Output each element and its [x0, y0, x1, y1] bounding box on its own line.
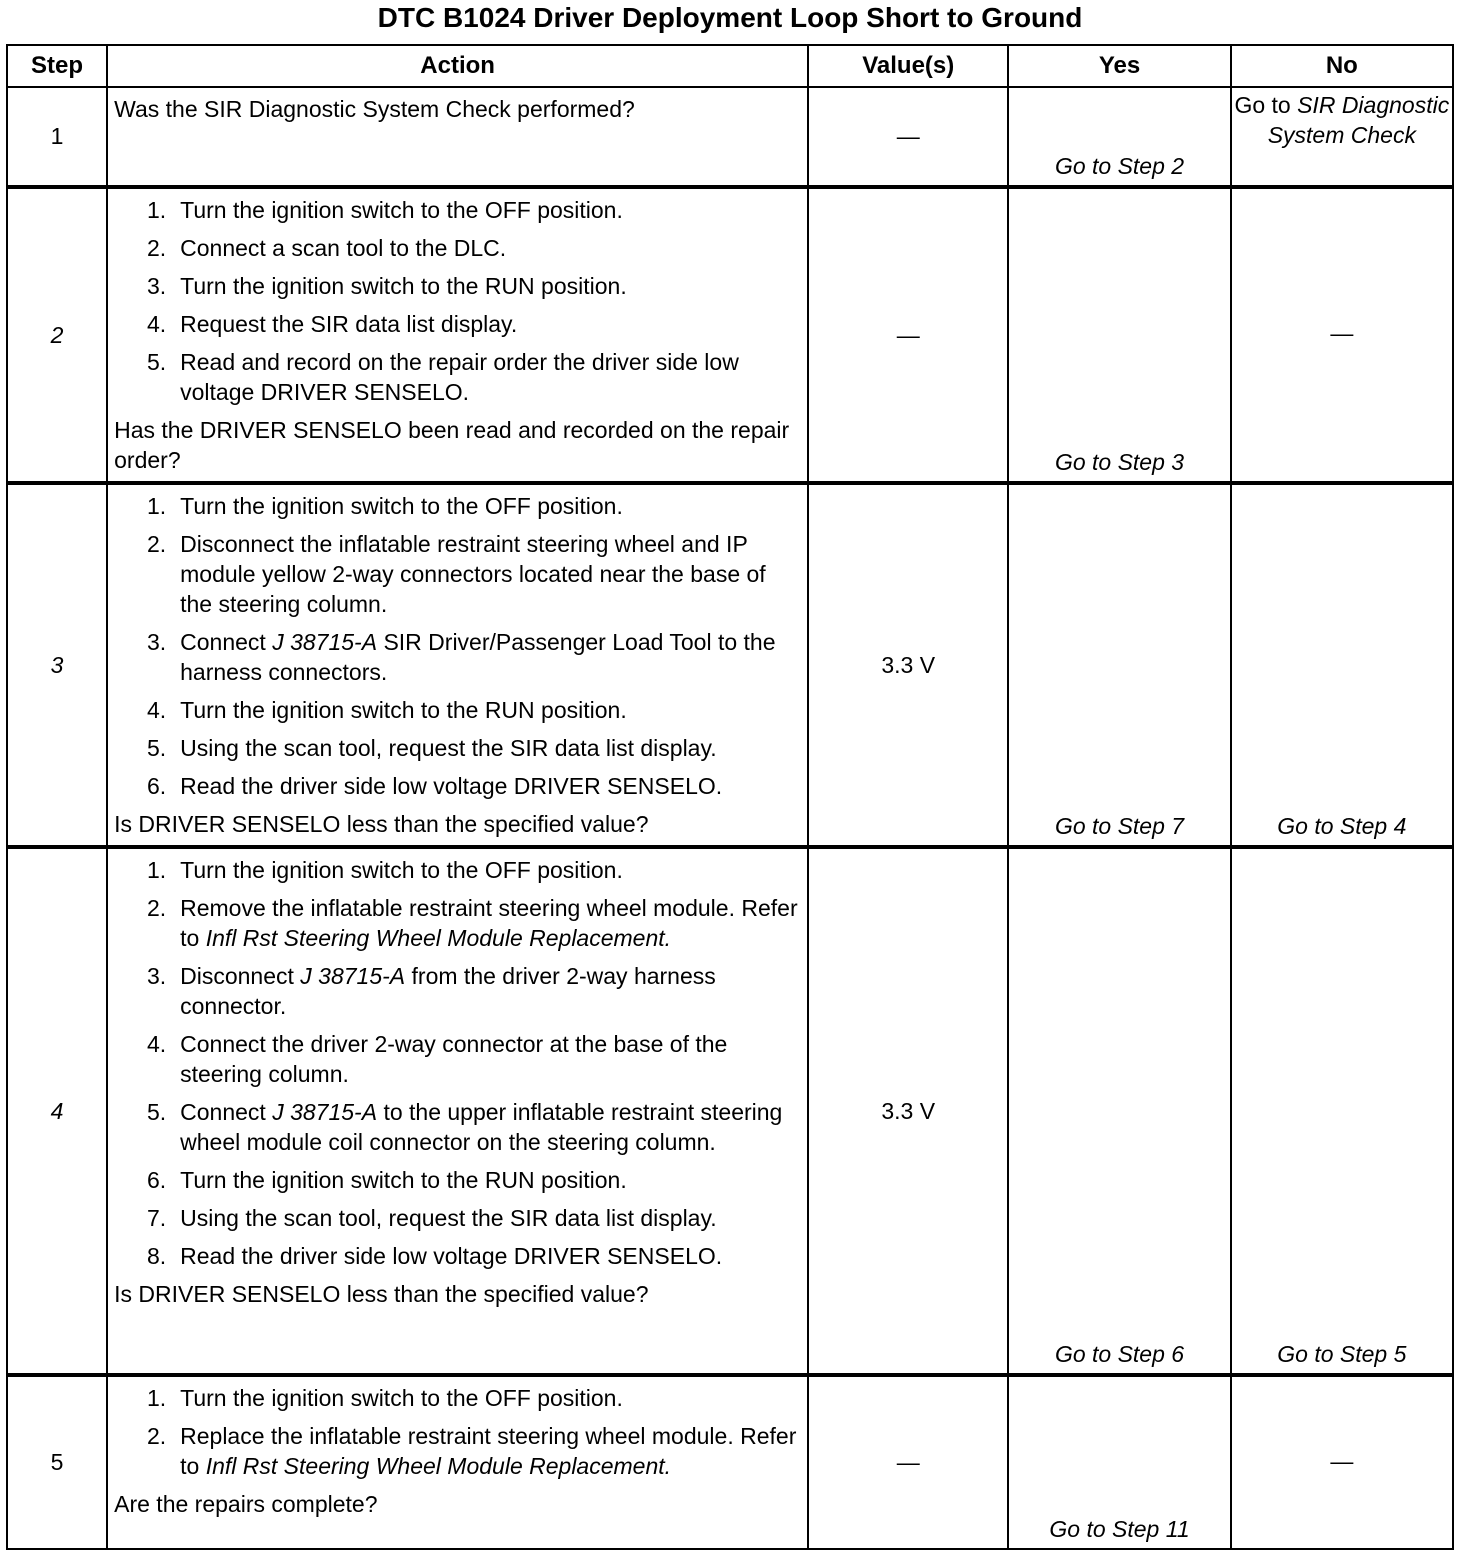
action-list	[114, 855, 801, 1271]
step-question: Has the DRIVER SENSELO been read and recorded on the repair order?	[114, 417, 790, 473]
yes-cell	[1008, 87, 1230, 187]
table-row	[7, 1375, 1453, 1549]
step-question: Is DRIVER SENSELO less than the specified value?	[114, 1281, 649, 1307]
yes-cell	[1008, 847, 1230, 1375]
value-cell: —	[808, 187, 1008, 483]
yes-cell	[1008, 483, 1230, 847]
action-item: 6. Turn the ignition switch to the RUN position.	[146, 1167, 627, 1193]
action-cell	[107, 187, 808, 483]
step-number: 5	[7, 1375, 107, 1549]
action-item: 1. Turn the ignition switch to the OFF position.	[146, 197, 623, 223]
action-item: 6. Read the driver side low voltage DRIVER SENSELO.	[146, 773, 723, 799]
action-item: 1. Turn the ignition switch to the OFF position.	[146, 1385, 623, 1411]
value-cell: —	[808, 87, 1008, 187]
no-link[interactable]: SIR Diagnostic System Check	[1267, 92, 1450, 148]
no-link[interactable]: Go to Step 4	[1277, 813, 1407, 839]
table-row	[7, 87, 1453, 187]
yes-link[interactable]: Go to Step 7	[1054, 813, 1185, 839]
action-item: 2. Remove the inflatable restraint steering wheel module. Refer to Infl Rst Steering Wheel Module Replacement.	[146, 895, 798, 951]
yes-link[interactable]: Go to Step 11	[1049, 1516, 1190, 1542]
table-row	[7, 483, 1453, 847]
action-item: 4. Connect the driver 2-way connector at the base of the steering column.	[146, 1031, 728, 1087]
yes-link[interactable]: Go to Step 3	[1054, 449, 1185, 475]
action-cell	[107, 1375, 808, 1549]
no-prefix: Go to	[1234, 92, 1291, 118]
header-no: No	[1231, 45, 1453, 87]
header-row	[7, 45, 1453, 87]
action-item: 7. Using the scan tool, request the SIR data list display.	[146, 1205, 717, 1231]
action-item: 1. Turn the ignition switch to the OFF position.	[146, 857, 623, 883]
step-question: Was the SIR Diagnostic System Check performed?	[114, 96, 635, 122]
action-item: 5. Read and record on the repair order the driver side low voltage DRIVER SENSELO.	[146, 349, 739, 405]
tool-name: J 38715-A	[272, 629, 378, 655]
yes-cell	[1008, 187, 1230, 483]
no-cell: —	[1231, 1375, 1453, 1549]
action-item: 5. Connect J 38715-A to the upper inflatable restraint steering wheel module coil connector on the steering column.	[146, 1099, 783, 1155]
action-list	[114, 195, 801, 407]
action-item: 2. Replace the inflatable restraint steering wheel module. Refer to Infl Rst Steering Wheel Module Replacement.	[146, 1423, 797, 1479]
action-item: 2. Connect a scan tool to the DLC.	[146, 235, 507, 261]
action-item: 8. Read the driver side low voltage DRIVER SENSELO.	[146, 1243, 723, 1269]
value-cell: —	[808, 1375, 1008, 1549]
action-item: 4. Request the SIR data list display.	[146, 311, 518, 337]
value-cell: 3.3 V	[808, 847, 1008, 1375]
action-item: 3. Turn the ignition switch to the RUN position.	[146, 273, 627, 299]
action-list	[114, 1383, 801, 1481]
action-item: 5. Using the scan tool, request the SIR data list display.	[146, 735, 717, 761]
yes-cell	[1008, 1375, 1230, 1549]
action-item: 4. Turn the ignition switch to the RUN position.	[146, 697, 627, 723]
step-number: 3	[7, 483, 107, 847]
header-yes: Yes	[1008, 45, 1230, 87]
yes-link[interactable]: Go to Step 2	[1054, 153, 1185, 179]
step-question: Is DRIVER SENSELO less than the specified value?	[114, 811, 649, 837]
step-number: 1	[7, 87, 107, 187]
step-question: Are the repairs complete?	[114, 1491, 378, 1517]
no-cell	[1231, 847, 1453, 1375]
action-list	[114, 491, 801, 801]
table-row	[7, 187, 1453, 483]
no-cell	[1231, 483, 1453, 847]
table-row	[7, 847, 1453, 1375]
tool-name: J 38715-A	[272, 1099, 378, 1125]
no-cell	[1231, 87, 1453, 187]
procedure-reference[interactable]: Infl Rst Steering Wheel Module Replacement.	[205, 925, 672, 951]
action-item: 2. Disconnect the inflatable restraint steering wheel and IP module yellow 2-way connectors located near the base of the steering column.	[146, 531, 766, 617]
action-cell	[107, 847, 808, 1375]
procedure-reference[interactable]: Infl Rst Steering Wheel Module Replacement.	[205, 1453, 672, 1479]
value-cell: 3.3 V	[808, 483, 1008, 847]
step-number: 2	[7, 187, 107, 483]
action-item: 3. Disconnect J 38715-A from the driver 2-way harness connector.	[146, 963, 716, 1019]
action-cell	[107, 483, 808, 847]
yes-link[interactable]: Go to Step 6	[1054, 1341, 1185, 1367]
header-step: Step	[7, 45, 107, 87]
no-cell: —	[1231, 187, 1453, 483]
page-title: DTC B1024 Driver Deployment Loop Short to Ground	[377, 2, 1083, 33]
action-item: 3. Connect J 38715-A SIR Driver/Passenger Load Tool to the harness connectors.	[146, 629, 776, 685]
header-action: Action	[107, 45, 808, 87]
action-cell	[107, 87, 808, 187]
no-link[interactable]: Go to Step 5	[1277, 1341, 1407, 1367]
action-item: 1. Turn the ignition switch to the OFF position.	[146, 493, 623, 519]
header-values: Value(s)	[808, 45, 1008, 87]
diagnostic-table	[6, 44, 1454, 1550]
tool-name: J 38715-A	[300, 963, 406, 989]
step-number: 4	[7, 847, 107, 1375]
